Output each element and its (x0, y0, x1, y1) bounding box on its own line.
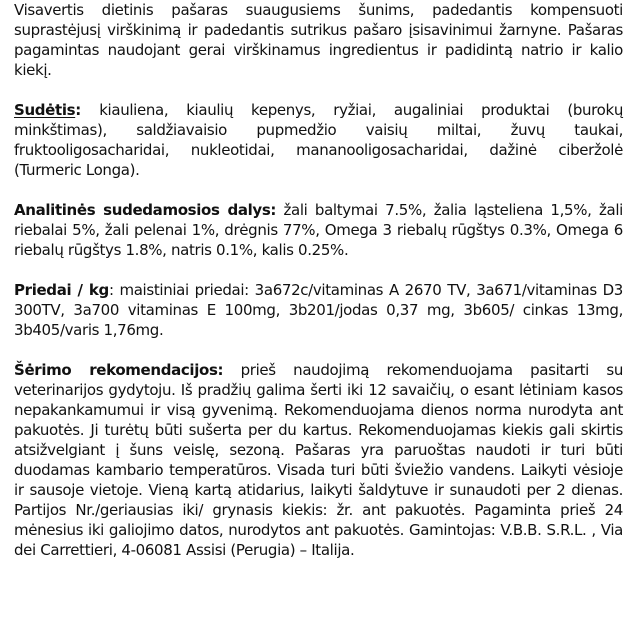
intro-text: Visavertis dietinis pašaras suaugusiems šunims, padedantis kompensuoti suprastėjusį virškinimą ir padedantis sutrikus pašaro įsisavinimui žarnyne. Pašaras pagamintas naudojant gerai virškinamus ingredientus ir padidintą natrio ir kalio kiekį. (14, 1, 623, 79)
composition-separator: : (75, 101, 100, 119)
composition-paragraph (14, 100, 623, 180)
composition-label: Sudėtis (14, 101, 76, 119)
additives-text: maistiniai priedai: 3a672c/vitaminas A 2670 TV, 3a671/vitaminas D3 300TV, 3a700 vitaminas E 100mg, 3b201/jodas 0,37 mg, 3b605/ cinkas 13mg, 3b405/varis 1,76mg. (14, 281, 623, 339)
additives-label: Priedai / kg (14, 281, 109, 299)
additives-separator: : (108, 281, 120, 299)
intro-paragraph (14, 0, 623, 80)
composition-text: kiauliena, kiaulių kepenys, ryžiai, augaliniai produktai (burokų minkštimas), saldžiavaisio pupmedžio vaisių miltai, žuvų taukai, fruktooligosacharidai, nukleotidai, mananooligosacharidai, dažinė ciberžolė (Turmeric Longa). (14, 101, 623, 179)
feeding-text: prieš naudojimą rekomenduojama pasitarti su veterinarijos gydytoju. Iš pradžių galima šerti iki 12 savaičių, o esant lėtiniam kasos nepakankamumui ir visą gyvenimą. Rekomenduojama dienos norma nurodyta ant pakuotės. Ji turėtų būti sušerta per du kartus. Rekomenduojamas kiekis gali skirtis atsižvelgiant į šuns veislę, sezoną. Pašaras yra paruoštas naudoti ir turi būti duodamas kambario temperatūros. Visada turi būti šviežio vandens. Laikyti vėsioje ir sausoje vietoje. Vieną kartą atidarius, laikyti šaldytuve ir sunaudoti per 2 dienas. Partijos Nr./geriausias iki/ grynasis kiekis: žr. ant pakuotės. Pagaminta prieš 24 mėnesius iki galiojimo datos, nurodytos ant pakuotės. Gamintojas: V.B.B. S.R.L. , Via dei Carrettieri, 4-06081 Assisi (Perugia) – Italija. (14, 361, 624, 559)
analytical-paragraph (14, 200, 623, 260)
feeding-label: Šėrimo rekomendacijos: (14, 361, 224, 379)
additives-paragraph (14, 280, 623, 340)
analytical-text: žali baltymai 7.5%, žalia ląsteliena 1,5%, žali riebalai 5%, žali pelenai 1%, drėgnis 77%, Omega 3 riebalų rūgštys 0.3%, Omega 6 riebalų rūgštys 1.8%, natris 0.1%, kalis 0.25%. (14, 201, 623, 259)
feeding-paragraph (14, 360, 623, 560)
analytical-label: Analitinės sudedamosios dalys: (14, 201, 277, 219)
